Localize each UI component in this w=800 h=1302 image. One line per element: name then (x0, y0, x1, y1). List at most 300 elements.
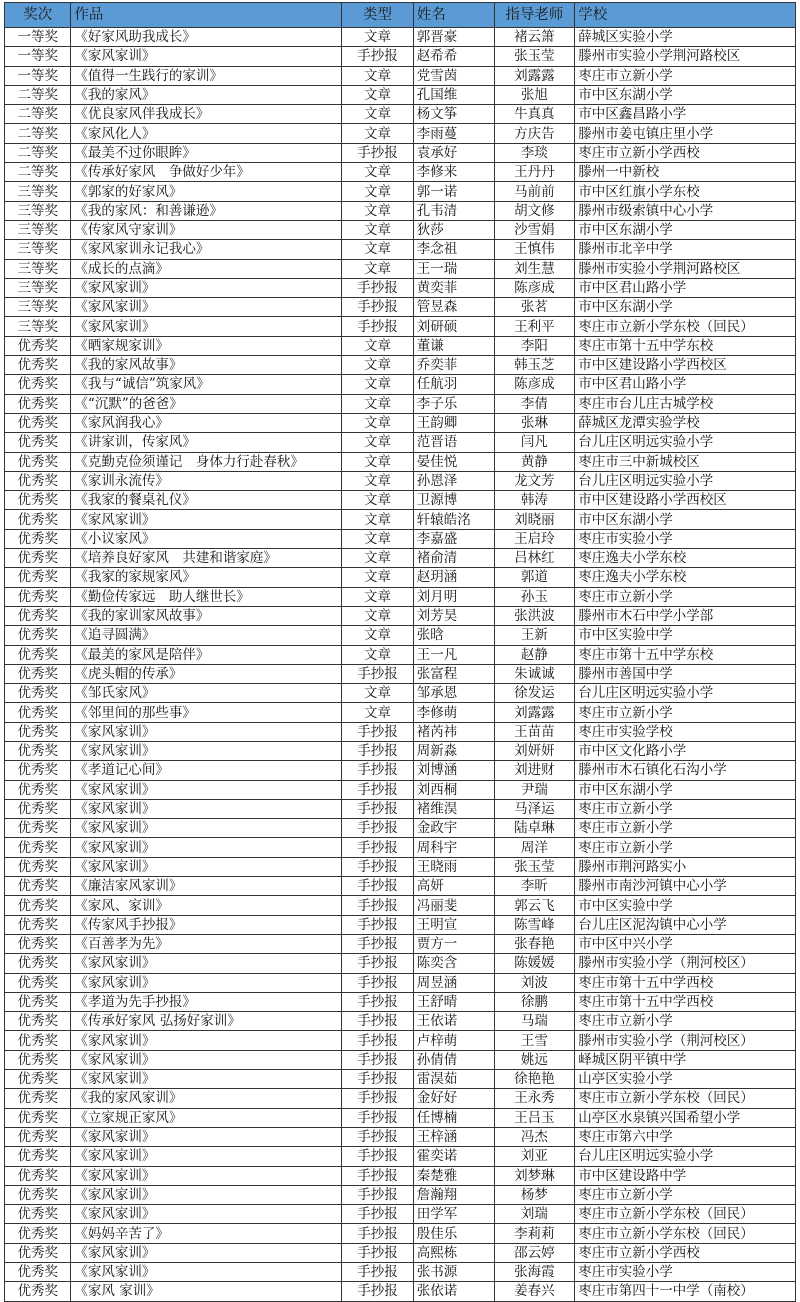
cell-type: 文章 (342, 66, 414, 85)
cell-teacher: 王雪 (494, 1031, 575, 1050)
cell-award: 优秀奖 (5, 992, 71, 1011)
cell-name: 范晋语 (413, 433, 494, 452)
cell-title: 《孝道记心间》 (71, 761, 342, 780)
table-row (5, 877, 796, 896)
cell-type: 手抄报 (342, 143, 414, 162)
cell-teacher: 刘晓丽 (494, 510, 575, 529)
cell-teacher: 龙文芳 (494, 471, 575, 490)
cell-teacher: 邵云婷 (494, 1243, 575, 1262)
cell-name: 王韵卿 (413, 413, 494, 432)
cell-award: 三等奖 (5, 201, 71, 220)
cell-name: 孙恩泽 (413, 471, 494, 490)
cell-name: 秦楚雅 (413, 1166, 494, 1185)
cell-teacher: 张玉莹 (494, 857, 575, 876)
cell-name: 王明宣 (413, 915, 494, 934)
cell-title: 《家风化人》 (71, 124, 342, 143)
cell-teacher: 方庆告 (494, 124, 575, 143)
cell-teacher: 徐艳艳 (494, 1070, 575, 1089)
cell-award: 优秀奖 (5, 394, 71, 413)
cell-name: 赵希希 (413, 47, 494, 66)
cell-name: 周科宇 (413, 838, 494, 857)
cell-name: 孔韦清 (413, 201, 494, 220)
cell-name: 黄奕菲 (413, 278, 494, 297)
cell-award: 优秀奖 (5, 1166, 71, 1185)
cell-type: 手抄报 (342, 1108, 414, 1127)
cell-title: 《勤俭传家远 助人继世长》 (71, 587, 342, 606)
table-row (5, 703, 796, 722)
cell-school: 枣庄市第四十一中学（南校） (575, 1282, 796, 1301)
cell-teacher: 刘波 (494, 973, 575, 992)
cell-award: 二等奖 (5, 105, 71, 124)
cell-teacher: 张茗 (494, 298, 575, 317)
table-row (5, 1243, 796, 1262)
cell-type: 手抄报 (342, 1243, 414, 1262)
cell-award: 三等奖 (5, 298, 71, 317)
cell-school: 滕州市实验小学荆河路校区 (575, 259, 796, 278)
cell-type: 文章 (342, 645, 414, 664)
cell-teacher: 马前前 (494, 182, 575, 201)
cell-award: 优秀奖 (5, 1282, 71, 1301)
cell-teacher: 徐鹏 (494, 992, 575, 1011)
cell-award: 优秀奖 (5, 761, 71, 780)
cell-type: 文章 (342, 259, 414, 278)
cell-teacher: 王丹丹 (494, 163, 575, 182)
cell-type: 文章 (342, 124, 414, 143)
cell-name: 田学军 (413, 1205, 494, 1224)
cell-name: 狄莎 (413, 220, 494, 239)
cell-title: 《家风家训》 (71, 722, 342, 741)
table-row (5, 761, 796, 780)
cell-type: 手抄报 (342, 722, 414, 741)
cell-school: 滕州市姜屯镇庄里小学 (575, 124, 796, 143)
cell-school: 滕州一中新校 (575, 163, 796, 182)
cell-type: 文章 (342, 587, 414, 606)
table-row (5, 1282, 796, 1301)
cell-award: 优秀奖 (5, 1185, 71, 1204)
cell-title: 《家风润我心》 (71, 413, 342, 432)
cell-school: 市中区建设路中学 (575, 1166, 796, 1185)
cell-type: 手抄报 (342, 973, 414, 992)
cell-name: 李子乐 (413, 394, 494, 413)
cell-school: 枣庄市立新小学东校（回民） (575, 1224, 796, 1243)
table-row (5, 240, 796, 259)
cell-name: 冯丽斐 (413, 896, 494, 915)
cell-school: 枣庄市立新小学东校（回民） (575, 317, 796, 336)
table-row (5, 1031, 796, 1050)
cell-title: 《家风家训》 (71, 510, 342, 529)
header-title: 作品 (71, 3, 342, 28)
cell-type: 文章 (342, 336, 414, 355)
table-row (5, 529, 796, 548)
cell-school: 滕州市善国中学 (575, 664, 796, 683)
cell-school: 枣庄市立新小学东校（回民） (575, 1089, 796, 1108)
cell-type: 手抄报 (342, 896, 414, 915)
cell-type: 手抄报 (342, 838, 414, 857)
cell-teacher: 胡文修 (494, 201, 575, 220)
header-row (5, 3, 796, 28)
cell-teacher: 李阳 (494, 336, 575, 355)
cell-school: 滕州市实验小学荆河路校区 (575, 47, 796, 66)
cell-name: 孙倩倩 (413, 1050, 494, 1069)
header-award: 奖次 (5, 3, 71, 28)
cell-title: 《家风家训》 (71, 47, 342, 66)
cell-title: 《家风家训》 (71, 1243, 342, 1262)
cell-name: 董谦 (413, 336, 494, 355)
cell-title: 《追寻圆满》 (71, 626, 342, 645)
cell-teacher: 马泽运 (494, 799, 575, 818)
cell-type: 手抄报 (342, 741, 414, 760)
table-row (5, 1166, 796, 1185)
cell-award: 优秀奖 (5, 819, 71, 838)
cell-title: 《传家风守家训》 (71, 220, 342, 239)
cell-title: 《邹氏家风》 (71, 684, 342, 703)
table-row (5, 336, 796, 355)
cell-award: 优秀奖 (5, 722, 71, 741)
cell-title: 《小议家风》 (71, 529, 342, 548)
cell-school: 枣庄市台儿庄古城学校 (575, 394, 796, 413)
cell-award: 优秀奖 (5, 510, 71, 529)
cell-title: 《家风家训》 (71, 1185, 342, 1204)
cell-title: 《我家的餐桌礼仪》 (71, 491, 342, 510)
cell-type: 手抄报 (342, 992, 414, 1011)
cell-name: 李雨蔓 (413, 124, 494, 143)
cell-teacher: 郭道 (494, 568, 575, 587)
cell-school: 市中区建设路小学西校区 (575, 491, 796, 510)
table-row (5, 1070, 796, 1089)
cell-name: 周新淼 (413, 741, 494, 760)
table-row (5, 606, 796, 625)
cell-award: 优秀奖 (5, 1127, 71, 1146)
cell-title: 《家风家训》 (71, 799, 342, 818)
cell-award: 三等奖 (5, 240, 71, 259)
table-row (5, 1205, 796, 1224)
cell-name: 晏佳悦 (413, 452, 494, 471)
cell-award: 二等奖 (5, 163, 71, 182)
cell-name: 党雪茵 (413, 66, 494, 85)
table-row (5, 1012, 796, 1031)
cell-award: 优秀奖 (5, 433, 71, 452)
cell-award: 二等奖 (5, 124, 71, 143)
cell-title: 《我家的家规家风》 (71, 568, 342, 587)
cell-title: 《讲家训，传家风》 (71, 433, 342, 452)
cell-teacher: 刘亚 (494, 1147, 575, 1166)
cell-type: 手抄报 (342, 317, 414, 336)
cell-name: 贾方一 (413, 934, 494, 953)
cell-award: 三等奖 (5, 317, 71, 336)
table-row (5, 413, 796, 432)
cell-title: 《优良家风伴我成长》 (71, 105, 342, 124)
cell-type: 文章 (342, 510, 414, 529)
header-school: 学校 (575, 3, 796, 28)
cell-type: 文章 (342, 491, 414, 510)
cell-title: 《家风家训》 (71, 298, 342, 317)
cell-title: 《家风家训》 (71, 317, 342, 336)
cell-teacher: 张玉莹 (494, 47, 575, 66)
cell-award: 优秀奖 (5, 934, 71, 953)
cell-school: 枣庄市立新小学西校 (575, 1243, 796, 1262)
cell-school: 枣庄市立新小学西校 (575, 143, 796, 162)
cell-type: 手抄报 (342, 780, 414, 799)
cell-school: 薛城区龙潭实验学校 (575, 413, 796, 432)
header-teacher: 指导老师 (494, 3, 575, 28)
cell-award: 优秀奖 (5, 1108, 71, 1127)
cell-name: 周昱涵 (413, 973, 494, 992)
cell-type: 手抄报 (342, 1224, 414, 1243)
cell-title: 《家风家训》 (71, 1205, 342, 1224)
cell-school: 枣庄市第十五中学西校 (575, 992, 796, 1011)
cell-teacher: 刘梦琳 (494, 1166, 575, 1185)
cell-award: 优秀奖 (5, 684, 71, 703)
cell-school: 台儿庄区明远实验小学 (575, 684, 796, 703)
table-row (5, 1089, 796, 1108)
cell-award: 优秀奖 (5, 375, 71, 394)
cell-name: 陈奕含 (413, 954, 494, 973)
table-row (5, 741, 796, 760)
cell-title: 《家风家训》 (71, 819, 342, 838)
cell-teacher: 黄静 (494, 452, 575, 471)
table-row (5, 182, 796, 201)
cell-title: 《立家规正家风》 (71, 1108, 342, 1127)
cell-school: 市中区鑫昌路小学 (575, 105, 796, 124)
table-row (5, 163, 796, 182)
cell-teacher: 吕林红 (494, 549, 575, 568)
table-row (5, 278, 796, 297)
cell-award: 优秀奖 (5, 1243, 71, 1262)
cell-school: 枣庄市三中新城校区 (575, 452, 796, 471)
cell-title: 《我的家风》 (71, 85, 342, 104)
cell-teacher: 李莉莉 (494, 1224, 575, 1243)
table-row (5, 259, 796, 278)
cell-type: 文章 (342, 182, 414, 201)
cell-name: 金政宇 (413, 819, 494, 838)
table-body (5, 28, 796, 1302)
cell-name: 刘博涵 (413, 761, 494, 780)
cell-type: 手抄报 (342, 1050, 414, 1069)
cell-teacher: 张海霞 (494, 1263, 575, 1282)
cell-award: 三等奖 (5, 220, 71, 239)
table-header (5, 3, 796, 28)
cell-type: 手抄报 (342, 877, 414, 896)
cell-type: 文章 (342, 549, 414, 568)
cell-teacher: 尹瑞 (494, 780, 575, 799)
cell-title: 《我的家风故事》 (71, 356, 342, 375)
cell-title: 《好家风助我成长》 (71, 28, 342, 47)
header-type: 类型 (342, 3, 414, 28)
table-row (5, 664, 796, 683)
table-row (5, 105, 796, 124)
cell-school: 台儿庄区明远实验小学 (575, 471, 796, 490)
cell-title: 《晒家规家训》 (71, 336, 342, 355)
cell-school: 市中区文化路小学 (575, 741, 796, 760)
header-name: 姓名 (413, 3, 494, 28)
cell-name: 张书源 (413, 1263, 494, 1282)
cell-type: 手抄报 (342, 47, 414, 66)
cell-teacher: 陆卓琳 (494, 819, 575, 838)
cell-school: 市中区东湖小学 (575, 298, 796, 317)
cell-title: 《我的家风：和善谦逊》 (71, 201, 342, 220)
table-row (5, 1108, 796, 1127)
cell-name: 赵玥涵 (413, 568, 494, 587)
cell-name: 郭一诺 (413, 182, 494, 201)
cell-teacher: 周洋 (494, 838, 575, 857)
cell-title: 《培养良好家风 共建和谐家庭》 (71, 549, 342, 568)
cell-school: 市中区东湖小学 (575, 780, 796, 799)
cell-title: 《郭家的好家风》 (71, 182, 342, 201)
cell-teacher: 王永秀 (494, 1089, 575, 1108)
cell-award: 优秀奖 (5, 1224, 71, 1243)
cell-school: 枣庄市第十五中学东校 (575, 645, 796, 664)
cell-award: 优秀奖 (5, 799, 71, 818)
cell-type: 手抄报 (342, 1263, 414, 1282)
table-row (5, 201, 796, 220)
awards-table (4, 2, 796, 1302)
cell-award: 优秀奖 (5, 336, 71, 355)
cell-school: 台儿庄区泥沟镇中心小学 (575, 915, 796, 934)
cell-teacher: 刘露露 (494, 703, 575, 722)
cell-award: 优秀奖 (5, 529, 71, 548)
cell-school: 枣庄逸夫小学东校 (575, 549, 796, 568)
cell-name: 轩辕皓洺 (413, 510, 494, 529)
cell-name: 褚维淏 (413, 799, 494, 818)
cell-teacher: 冯杰 (494, 1127, 575, 1146)
cell-type: 文章 (342, 606, 414, 625)
cell-award: 一等奖 (5, 66, 71, 85)
table-row (5, 47, 796, 66)
cell-name: 郭晋豪 (413, 28, 494, 47)
cell-award: 优秀奖 (5, 915, 71, 934)
cell-award: 优秀奖 (5, 1031, 71, 1050)
cell-name: 刘西桐 (413, 780, 494, 799)
cell-name: 杨文筝 (413, 105, 494, 124)
cell-title: 《家风家训》 (71, 857, 342, 876)
cell-teacher: 刘妍妍 (494, 741, 575, 760)
table-row (5, 549, 796, 568)
cell-name: 王舒晴 (413, 992, 494, 1011)
cell-award: 一等奖 (5, 47, 71, 66)
cell-school: 市中区实验中学 (575, 896, 796, 915)
cell-teacher: 陈媛媛 (494, 954, 575, 973)
cell-teacher: 姚远 (494, 1050, 575, 1069)
cell-title: 《家风家训》 (71, 1166, 342, 1185)
table-row (5, 915, 796, 934)
cell-school: 枣庄市立新小学 (575, 1185, 796, 1204)
cell-type: 文章 (342, 433, 414, 452)
cell-title: 《家风家训》 (71, 780, 342, 799)
cell-type: 手抄报 (342, 664, 414, 683)
table-row (5, 1185, 796, 1204)
cell-award: 优秀奖 (5, 413, 71, 432)
cell-type: 文章 (342, 240, 414, 259)
cell-name: 王梓涵 (413, 1127, 494, 1146)
cell-type: 手抄报 (342, 857, 414, 876)
cell-title: 《妈妈辛苦了》 (71, 1224, 342, 1243)
cell-award: 优秀奖 (5, 587, 71, 606)
cell-teacher: 刘进财 (494, 761, 575, 780)
cell-school: 滕州市级索镇中心小学 (575, 201, 796, 220)
cell-teacher: 王新 (494, 626, 575, 645)
cell-award: 三等奖 (5, 278, 71, 297)
cell-teacher: 孙玉 (494, 587, 575, 606)
cell-teacher: 王启玲 (494, 529, 575, 548)
cell-school: 台儿庄区明远实验小学 (575, 1147, 796, 1166)
table-row (5, 124, 796, 143)
cell-school: 枣庄市立新小学 (575, 66, 796, 85)
cell-title: 《我的家训家风故事》 (71, 606, 342, 625)
cell-type: 手抄报 (342, 915, 414, 934)
cell-teacher: 沙雪娟 (494, 220, 575, 239)
cell-award: 优秀奖 (5, 857, 71, 876)
cell-school: 山亭区水泉镇兴国希望小学 (575, 1108, 796, 1127)
cell-type: 文章 (342, 471, 414, 490)
cell-title: 《家风家训》 (71, 1050, 342, 1069)
cell-award: 优秀奖 (5, 491, 71, 510)
cell-award: 优秀奖 (5, 877, 71, 896)
cell-name: 刘研硕 (413, 317, 494, 336)
cell-title: 《传承好家风 争做好少年》 (71, 163, 342, 182)
cell-award: 二等奖 (5, 143, 71, 162)
cell-teacher: 张洪波 (494, 606, 575, 625)
cell-type: 文章 (342, 684, 414, 703)
cell-school: 市中区东湖小学 (575, 220, 796, 239)
cell-name: 刘月明 (413, 587, 494, 606)
cell-type: 文章 (342, 356, 414, 375)
table-row (5, 66, 796, 85)
cell-school: 枣庄市立新小学 (575, 799, 796, 818)
cell-award: 优秀奖 (5, 1070, 71, 1089)
table-row (5, 954, 796, 973)
cell-award: 优秀奖 (5, 626, 71, 645)
cell-name: 金好好 (413, 1089, 494, 1108)
table-row (5, 780, 796, 799)
cell-school: 枣庄市立新小学 (575, 838, 796, 857)
cell-type: 手抄报 (342, 761, 414, 780)
cell-award: 优秀奖 (5, 838, 71, 857)
cell-name: 张富程 (413, 664, 494, 683)
table-row (5, 568, 796, 587)
cell-school: 山亭区实验小学 (575, 1070, 796, 1089)
cell-type: 文章 (342, 163, 414, 182)
cell-type: 手抄报 (342, 799, 414, 818)
cell-school: 市中区君山路小学 (575, 375, 796, 394)
cell-title: 《“沉默”的爸爸》 (71, 394, 342, 413)
cell-teacher: 赵静 (494, 645, 575, 664)
cell-school: 市中区红旗小学东校 (575, 182, 796, 201)
table-row (5, 510, 796, 529)
table-row (5, 220, 796, 239)
table-row (5, 394, 796, 413)
cell-school: 枣庄市第十五中学西校 (575, 973, 796, 992)
cell-name: 殷佳乐 (413, 1224, 494, 1243)
cell-name: 乔奕菲 (413, 356, 494, 375)
cell-name: 卫源博 (413, 491, 494, 510)
table-row (5, 375, 796, 394)
cell-award: 三等奖 (5, 182, 71, 201)
cell-award: 优秀奖 (5, 1050, 71, 1069)
cell-title: 《我的家风家训》 (71, 1089, 342, 1108)
cell-type: 文章 (342, 220, 414, 239)
table-row (5, 819, 796, 838)
cell-award: 优秀奖 (5, 896, 71, 915)
cell-teacher: 李琰 (494, 143, 575, 162)
table-row (5, 722, 796, 741)
cell-type: 手抄报 (342, 934, 414, 953)
cell-name: 詹瀚翔 (413, 1185, 494, 1204)
cell-name: 王一瑞 (413, 259, 494, 278)
cell-type: 文章 (342, 413, 414, 432)
table-row (5, 471, 796, 490)
cell-teacher: 徐发运 (494, 684, 575, 703)
table-row (5, 1127, 796, 1146)
